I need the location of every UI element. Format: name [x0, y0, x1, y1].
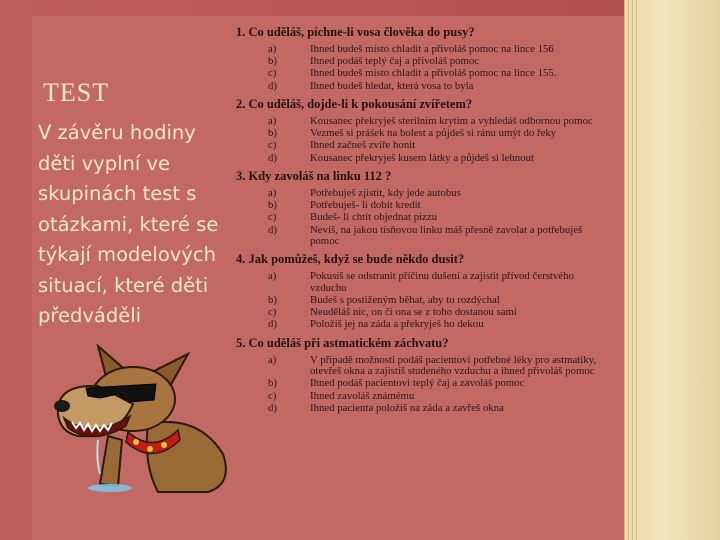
answer-item: [236, 271, 616, 294]
question-block-1: [236, 25, 616, 92]
answer-letter: c): [268, 389, 277, 402]
decorative-border-strip: [624, 0, 720, 540]
answer-letter: d): [268, 318, 277, 331]
answer-letter: b): [268, 55, 277, 68]
answer-text: Ihned budeš místo chladit a přivoláš pomoc na lince 156: [310, 43, 554, 55]
answer-text: Potřebuješ zjistit, kdy jede autobus: [310, 187, 461, 200]
answer-letter: d): [268, 79, 277, 92]
answer-list: [236, 355, 616, 414]
answer-letter: b): [268, 199, 277, 212]
answer-text: Ihned podáš teplý čaj a přivoláš pomoc: [310, 55, 480, 68]
answer-item: [236, 295, 616, 306]
answer-text: Ihned zavoláš známému: [310, 389, 415, 402]
answer-letter: c): [268, 306, 277, 319]
answer-item: [236, 391, 616, 402]
answer-item: [236, 355, 616, 378]
answer-letter: a): [268, 43, 277, 55]
question-title: 3. Kdy zavoláš na linku 112 ?: [236, 169, 392, 184]
answer-item: [236, 56, 616, 67]
answer-item: [236, 212, 616, 223]
answer-list: [236, 116, 616, 164]
answer-item: [236, 140, 616, 151]
answer-list: [236, 188, 616, 247]
answer-text: Neuděláš nic, on či ona se z toho dostanou sami: [310, 306, 517, 319]
answer-item: [236, 225, 616, 248]
question-block-2: [236, 97, 616, 164]
answer-letter: b): [268, 127, 277, 140]
answer-letter: a): [268, 270, 277, 283]
answer-letter: a): [268, 353, 277, 366]
answer-text: Ihned podáš pacientovi teplý čaj a zavoláš pomoc: [310, 377, 525, 390]
answer-letter: a): [268, 115, 277, 128]
answer-letter: c): [268, 139, 277, 152]
question-block-5: [236, 336, 616, 414]
question-title: 1. Co uděláš, píchne-li vosa člověka do pusy?: [236, 25, 475, 39]
answer-item: [236, 378, 616, 389]
answer-letter: c): [268, 211, 277, 224]
answer-item: [236, 81, 616, 92]
question-block-3: [236, 169, 616, 247]
answer-letter: d): [268, 151, 277, 164]
answer-text: Budeš- li chtít objednat pizzu: [310, 211, 438, 224]
questions-list: [236, 25, 616, 419]
answer-list: [236, 44, 616, 92]
answer-item: [236, 153, 616, 164]
answer-item: [236, 44, 616, 55]
answer-list: [236, 271, 616, 330]
answer-item: [236, 403, 616, 414]
answer-text: Kousanec překryješ kusem látky a půjdeš si lehnout: [310, 151, 534, 164]
answer-letter: d): [268, 223, 277, 236]
answer-item: [236, 68, 616, 79]
answer-letter: b): [268, 294, 277, 307]
answer-item: [236, 128, 616, 139]
answer-text: Potřebuješ- li dobít kredit: [310, 199, 421, 212]
answer-text: Ihned budeš hledat, která vosa to byla: [310, 79, 474, 92]
answer-text: Kousanec překryješ sterilním krytím a vyhledáš odbornou pomoc: [310, 115, 593, 128]
angry-dog-illustration: [38, 344, 240, 494]
question-title: 4. Jak pomůžeš, když se bude někdo dusit?: [236, 252, 465, 267]
answer-text: Ihned začneš zvíře honit: [310, 139, 416, 152]
intro-text: V závěru hodiny děti vyplní ve skupinách test s otázkami, které se týkají modelových situací, které děti předváděli: [38, 121, 219, 327]
answer-text: Nevíš, na jakou tísňovou linku máš přesně zavolat a potřebuješ pomoc: [310, 223, 583, 248]
question-block-4: [236, 252, 616, 330]
answer-letter: c): [268, 67, 277, 80]
answer-item: [236, 200, 616, 211]
answer-text: Ihned pacienta položíš na záda a zavřeš okna: [310, 401, 504, 414]
answer-text: Položíš jej na záda a překryješ ho dekou: [310, 318, 484, 331]
answer-letter: d): [268, 401, 277, 414]
answer-text: V případě možnosti podáš pacientovi potřebné léky pro astmatiky, otevřeš okna a zajistíš studeného vzduchu a ihned přivoláš pomoc: [310, 353, 597, 378]
answer-item: [236, 188, 616, 199]
answer-item: [236, 116, 616, 127]
answer-item: [236, 319, 616, 330]
answer-text: Vezmeš si prášek na bolest a půjdeš si ránu umýt do řeky: [310, 127, 557, 140]
answer-text: Pokusíš se odstranit příčinu dušení a zajistit přívod čerstvého vzduchu: [310, 270, 574, 294]
answer-text: Ihned budeš místo chladit a přivoláš pomoc na lince 155.: [310, 67, 557, 80]
answer-letter: b): [268, 377, 277, 390]
slide-heading: TEST: [43, 78, 110, 107]
question-title: 5. Co uděláš při astmatickém záchvatu?: [236, 335, 449, 350]
answer-text: Budeš s postiženým běhat, aby to rozdýchal: [310, 294, 500, 307]
answer-item: [236, 307, 616, 318]
question-title: 2. Co uděláš, dojde-li k pokousání zvířetem?: [236, 97, 473, 112]
answer-letter: a): [268, 187, 277, 200]
